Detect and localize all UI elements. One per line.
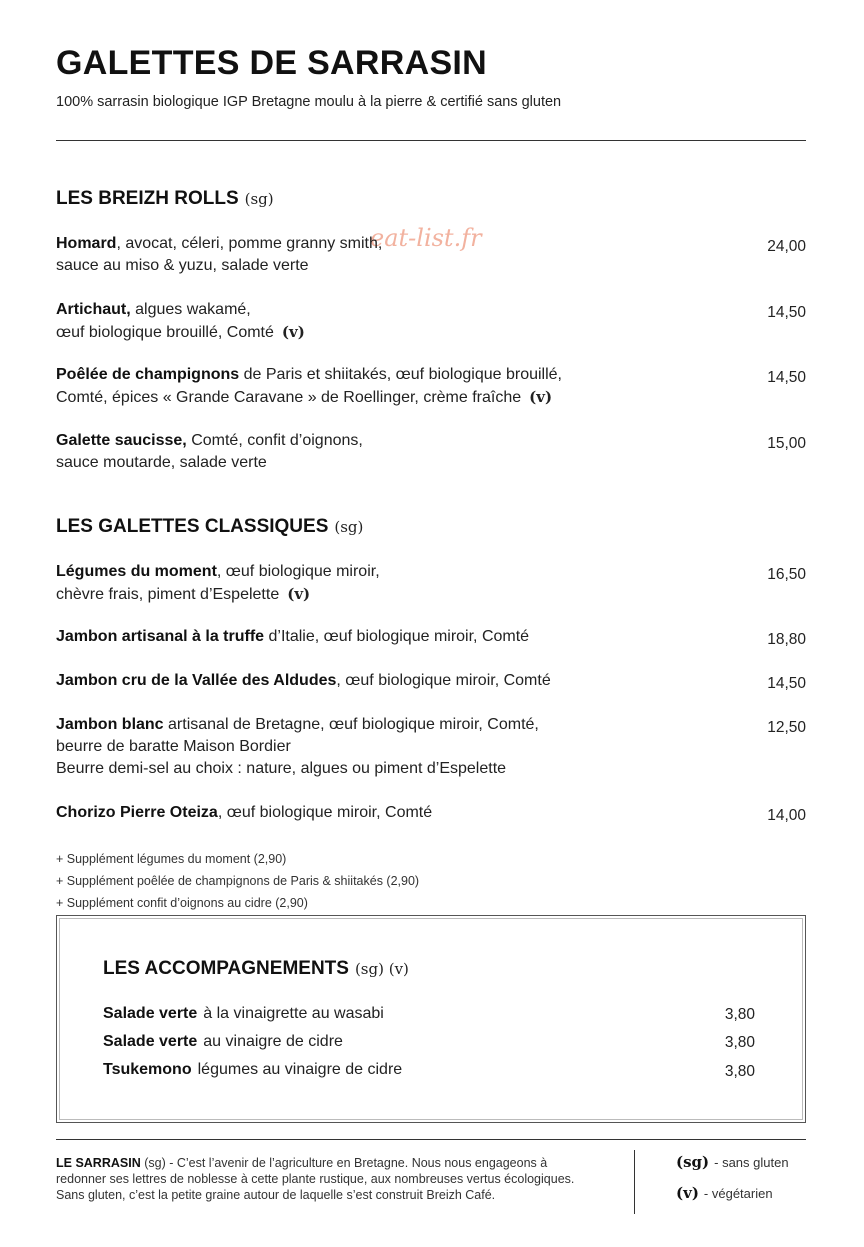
side-item-price: 3,80	[724, 1006, 755, 1023]
menu-item-jambon-blanc	[56, 714, 806, 780]
section-title-galettes-classiques	[56, 516, 363, 538]
item-name: Jambon artisanal à la truffe	[56, 628, 265, 645]
item-name: Poêlée de champignons	[56, 366, 240, 383]
section-title-text: LES BREIZH ROLLS	[56, 188, 239, 209]
legend-label: - sans gluten	[714, 1155, 789, 1170]
menu-item-poelee-champignons	[56, 364, 806, 409]
side-item-name: Salade verte	[103, 1033, 198, 1050]
item-desc-line1: , œuf biologique miroir, Comté	[336, 672, 551, 689]
sarrasin-note-lead: LE SARRASIN	[56, 1156, 141, 1170]
item-name: Galette saucisse,	[56, 432, 187, 449]
side-item-desc: au vinaigre de cidre	[203, 1033, 343, 1050]
section-title-breizh-rolls	[56, 188, 274, 210]
vegetarian-tag: (v)	[529, 388, 553, 406]
side-item-name: Tsukemono	[103, 1061, 192, 1078]
side-item-desc: à la vinaigrette au wasabi	[203, 1005, 384, 1022]
side-item-price: 3,80	[724, 1034, 755, 1051]
footer-divider	[56, 1139, 806, 1140]
item-price: 14,50	[767, 304, 806, 321]
supplement-item: + Supplément poêlée de champignons de Paris & shiitakés (2,90)	[56, 874, 420, 888]
legend-gluten-free	[676, 1153, 789, 1171]
menu-item-artichaut	[56, 299, 806, 344]
item-name: Chorizo Pierre Oteiza	[56, 804, 218, 821]
page-subtitle: 100% sarrasin biologique IGP Bretagne moulu à la pierre & certifié sans gluten	[56, 94, 562, 110]
section-title-accompagnements	[103, 958, 409, 980]
legend-symbol: (v)	[676, 1184, 699, 1202]
item-price: 15,00	[767, 435, 806, 452]
item-name: Jambon blanc	[56, 716, 164, 733]
item-desc-line2: chèvre frais, piment d’Espelette	[56, 586, 280, 603]
diet-tags: (sg) (v)	[354, 960, 409, 978]
gluten-free-tag: (sg)	[334, 518, 364, 536]
accompagnements-box	[56, 915, 806, 1123]
item-desc-line1: , œuf biologique miroir, Comté	[217, 804, 433, 821]
item-name: Artichaut,	[56, 301, 131, 318]
item-desc-line1: de Paris et shiitakés, œuf biologique brouillé,	[239, 366, 562, 383]
item-price: 18,80	[767, 631, 806, 648]
item-price: 24,00	[767, 238, 806, 255]
side-item	[103, 1061, 755, 1079]
legend-symbol: (sg)	[676, 1153, 710, 1171]
item-price: 14,50	[767, 369, 806, 386]
menu-item-chorizo	[56, 802, 806, 824]
legend-vegetarian	[676, 1184, 773, 1202]
section-title-text: LES GALETTES CLASSIQUES	[56, 516, 329, 537]
item-desc-line1: Comté, confit d’oignons,	[186, 432, 363, 449]
side-item-desc: légumes au vinaigre de cidre	[197, 1061, 403, 1078]
item-desc-line1: , avocat, céleri, pomme granny smith,	[116, 235, 383, 252]
item-desc-line1: artisanal de Bretagne, œuf biologique miroir, Comté,	[163, 716, 539, 733]
side-item-name: Salade verte	[103, 1005, 198, 1022]
item-desc-line1: , œuf biologique miroir,	[216, 563, 380, 580]
section-title-text: LES ACCOMPAGNEMENTS	[103, 958, 349, 979]
item-desc-line2: Comté, épices « Grande Caravane » de Roellinger, crème fraîche	[56, 389, 522, 406]
item-name: Légumes du moment	[56, 563, 217, 580]
menu-item-legumes	[56, 561, 806, 606]
item-price: 14,00	[767, 807, 806, 824]
item-price: 12,50	[767, 719, 806, 736]
supplement-item: + Supplément légumes du moment (2,90)	[56, 852, 287, 866]
item-price: 14,50	[767, 675, 806, 692]
side-item	[103, 1033, 755, 1051]
gluten-free-tag: (sg)	[244, 190, 274, 208]
vegetarian-tag: (v)	[281, 323, 305, 341]
side-item-price: 3,80	[724, 1063, 755, 1080]
item-name: Jambon cru de la Vallée des Aldudes	[56, 672, 337, 689]
side-item	[103, 1005, 755, 1023]
item-name: Homard	[56, 235, 117, 252]
item-desc-line3: Beurre demi-sel au choix : nature, algues ou piment d’Espelette	[56, 760, 507, 777]
menu-item-jambon-truffe	[56, 626, 806, 648]
sarrasin-note-text: (sg) - C’est l’avenir de l’agriculture en Bretagne. Nous nous engageons à redonner ses lettres de noblesse à cette plante rustique, aux nombreuses vertus écologiques. Sans gluten, c’est la petite graine autour de laquelle s’est construit Breizh Café.	[56, 1156, 575, 1202]
item-desc-line2: sauce au miso & yuzu, salade verte	[56, 257, 309, 274]
legend-label: - végétarien	[703, 1186, 773, 1201]
item-desc-line2: sauce moutarde, salade verte	[56, 454, 267, 471]
watermark: eat-list.fr	[370, 224, 482, 252]
item-desc-line2: beurre de baratte Maison Bordier	[56, 738, 291, 755]
supplement-item: + Supplément confit d’oignons au cidre (2,90)	[56, 896, 308, 910]
page-title: GALETTES DE SARRASIN	[56, 44, 488, 82]
menu-item-jambon-cru	[56, 670, 806, 692]
supplements-list	[56, 848, 419, 914]
menu-item-galette-saucisse	[56, 430, 806, 474]
item-price: 16,50	[767, 566, 806, 583]
vegetarian-tag: (v)	[287, 585, 311, 603]
footer-vertical-divider	[634, 1150, 635, 1214]
sarrasin-note	[56, 1155, 596, 1203]
item-desc-line1: d’Italie, œuf biologique miroir, Comté	[264, 628, 530, 645]
item-desc-line2: œuf biologique brouillé, Comté	[56, 324, 274, 341]
header-divider	[56, 140, 806, 141]
menu-item-homard	[56, 233, 806, 277]
item-desc-line1: algues wakamé,	[130, 301, 251, 318]
